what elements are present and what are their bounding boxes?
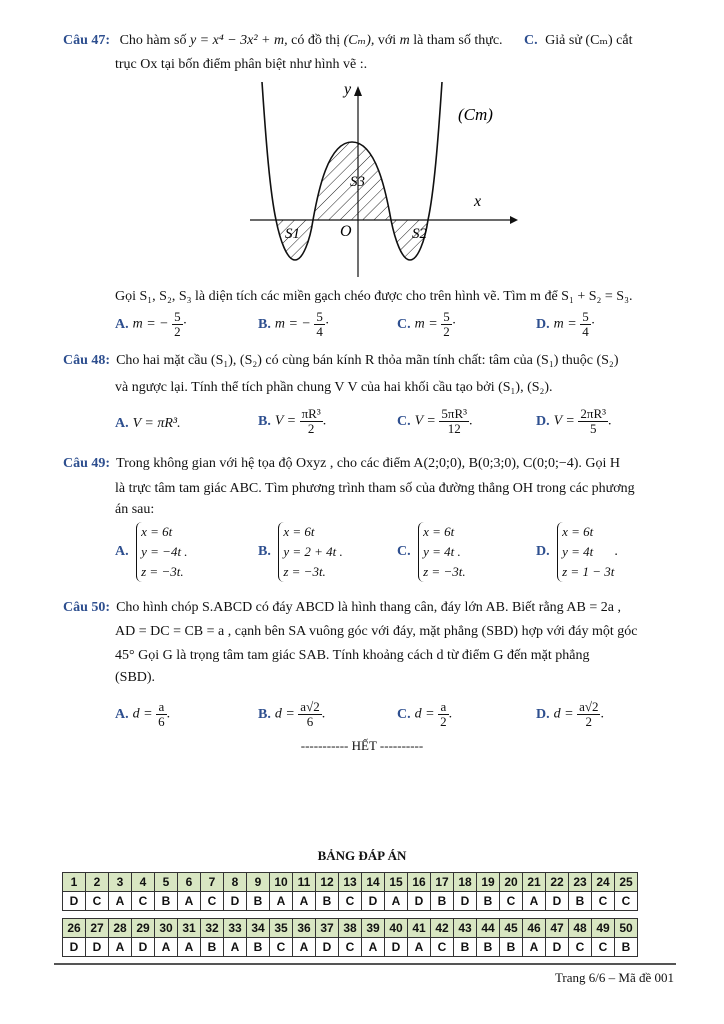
answer-number-cell: 5 [155,873,178,892]
answer-value-cell: D [385,938,408,957]
answer-number-cell: 24 [592,873,615,892]
q47-formula: y = x⁴ − 3x² + m, [189,33,288,48]
answer-number-cell: 42 [431,919,454,938]
answer-table-2 [62,918,638,957]
answer-number-cell: 26 [63,919,86,938]
answer-value-cell: D [63,892,86,911]
q48-option-b[interactable]: B. V = $\frac{\text{πR³}}{2}$ . [258,406,327,436]
answer-number-cell: 9 [247,873,270,892]
q47-graph-name: (Cₘ), [343,33,375,48]
answer-value-cell: D [132,938,155,957]
answer-value-cell: C [569,938,592,957]
q47-c-label: C. [524,33,538,48]
answer-number-cell: 38 [339,919,362,938]
q47-line2: trục Ox tại bốn điểm phân biệt như hình vẽ :. [115,57,368,72]
end-marker: ----------- HẾT ---------- [300,738,424,753]
answer-value-cell: A [178,892,201,911]
answer-value-cell: D [546,892,569,911]
answer-number-cell: 31 [178,919,201,938]
answer-number-cell: 21 [523,873,546,892]
q47-line1 [63,32,633,49]
q49-line3: án sau: [115,502,155,517]
answer-number-cell: 6 [178,873,201,892]
answer-value-cell: B [477,938,500,957]
answer-key-title: BẢNG ĐÁP ÁN [317,848,407,863]
answer-value-cell: D [408,892,431,911]
answer-number-cell: 11 [293,873,316,892]
answer-number-cell: 46 [523,919,546,938]
answer-number-cell: 7 [201,873,224,892]
answer-value-cell: A [270,892,293,911]
answer-number-cell: 43 [454,919,477,938]
s3-label: S3 [350,174,365,190]
answer-value-cell: C [132,892,155,911]
page-footer: Trang 6/6 – Mã đề 001 [554,970,674,985]
answer-value-cell: A [109,938,132,957]
answer-number-cell: 27 [86,919,109,938]
origin-label: O [340,223,352,240]
answer-number-cell: 30 [155,919,178,938]
answer-value-cell: D [224,892,247,911]
footer-divider [54,963,676,965]
answer-value-cell: B [500,938,523,957]
answer-value-cell: A [523,938,546,957]
answer-number-cell: 13 [339,873,362,892]
answer-number-cell: 16 [408,873,431,892]
answer-value-cell: C [201,892,224,911]
answer-value-cell: B [316,892,339,911]
answer-value-cell: A [293,892,316,911]
q47-option-b[interactable]: B. m = − $\frac{5}{4}$ · [258,309,330,339]
answer-number-cell: 18 [454,873,477,892]
answer-value-cell: A [155,938,178,957]
answer-number-cell: 23 [569,873,592,892]
q47-text-c: với [377,33,397,48]
answer-value-cell: A [523,892,546,911]
answer-number-cell: 1 [63,873,86,892]
q47-text-a: Cho hàm số [119,33,187,48]
q47-option-c[interactable]: C. m = $\frac{5}{2}$ · [397,309,457,339]
answer-value-cell: C [592,892,615,911]
q49-line2: là trực tâm tam giác ABC. Tìm phương trình tham số của đường thẳng OH trong các phương [115,481,635,496]
curve-label: (Cm) [458,105,493,124]
answer-value-cell: A [224,938,247,957]
answer-value-cell: B [431,892,454,911]
q47-text-d: là tham số thực. [413,33,503,48]
q48-line1: Câu 48: Cho hai mặt cầu (S₁), (S₂) có cùng bán kính R thỏa mãn tính chất: tâm của (S₁) thuộc (S₂) [63,353,619,368]
s1-label: S1 [285,226,300,242]
answer-number-cell: 4 [132,873,155,892]
answer-number-cell: 41 [408,919,431,938]
answer-number-cell: 12 [316,873,339,892]
answer-value-cell: C [270,938,293,957]
q47-label: Câu 47: [63,33,111,48]
answer-number-cell: 28 [109,919,132,938]
answer-value-cell: B [155,892,178,911]
answer-value-cell: D [316,938,339,957]
answer-value-cell: A [362,938,385,957]
answer-value-cell: A [109,892,132,911]
answer-value-cell: D [454,892,477,911]
answer-value-cell: B [477,892,500,911]
answer-value-cell: C [86,892,109,911]
answer-value-cell: C [592,938,615,957]
answer-value-cell: C [339,892,362,911]
answer-number-cell: 40 [385,919,408,938]
q48-line2: và ngược lại. Tính thể tích phần chung V V của hai khối cầu tạo bởi (S₁), (S₂). [115,380,553,395]
q47-question: Gọi S₁, S₂, S₃ là diện tích các miền gạch chéo được cho trên hình vẽ. Tìm m để S₁ + S₂ = S₃. [115,289,633,304]
answer-number-cell: 15 [385,873,408,892]
q50-option-b[interactable]: B. d = $\frac{a√2}{6}$ . [258,699,326,729]
answer-number-cell: 20 [500,873,523,892]
answer-number-cell: 47 [546,919,569,938]
answer-number-cell: 3 [109,873,132,892]
answer-number-cell: 36 [293,919,316,938]
answer-number-cell: 49 [592,919,615,938]
q49-option-d[interactable]: D. x = 6t y = 4t z = 1 − 3t. [536,522,618,582]
q49-label: Câu 49: [63,456,111,471]
y-axis-arrow [354,86,362,96]
answer-number-cell: 32 [201,919,224,938]
q49-option-c[interactable]: C. x = 6t y = 4t . z = −3t. [397,522,466,582]
answer-number-cell: 2 [86,873,109,892]
q50-option-a[interactable]: A. d = $\frac{a}{6}$ . [115,699,171,729]
answer-number-cell: 45 [500,919,523,938]
answer-number-cell: 10 [270,873,293,892]
answer-value-cell: B [247,938,270,957]
answer-table-1 [62,872,638,911]
answer-number-cell: 48 [569,919,592,938]
answer-value-cell: B [454,938,477,957]
answer-value-cell: D [362,892,385,911]
answer-number-cell: 37 [316,919,339,938]
q49-option-b[interactable]: B. x = 6t y = 2 + 4t . z = −3t. [258,522,343,582]
q50-option-c[interactable]: C. d = $\frac{a}{2}$ . [397,699,453,729]
x-axis-label: x [474,193,482,210]
answer-value-cell: C [615,892,638,911]
answer-number-cell: 39 [362,919,385,938]
answer-number-cell: 19 [477,873,500,892]
answer-value-cell: C [431,938,454,957]
q50-line4: (SBD). [115,670,156,685]
answer-value-cell: A [385,892,408,911]
answer-number-cell: 29 [132,919,155,938]
y-axis-label: y [344,82,352,98]
q47-option-a[interactable]: A. m = − $\frac{5}{2}$ · [115,309,188,339]
answer-number-cell: 25 [615,873,638,892]
answer-number-cell: 14 [362,873,385,892]
q49-option-a[interactable]: A. x = 6t y = −4t . z = −3t. [115,522,188,582]
answer-number-cell: 8 [224,873,247,892]
q50-option-d[interactable]: D. d = $\frac{a√2}{2}$ . [536,699,604,729]
answer-value-cell: B [569,892,592,911]
q50-line3: 45° Gọi G là trọng tâm tam giác SAB. Tính khoảng cách d từ điểm G đến mặt phẳng [115,648,590,663]
answer-value-cell: B [201,938,224,957]
answer-value-cell: C [500,892,523,911]
answer-value-cell: A [293,938,316,957]
answer-number-cell: 50 [615,919,638,938]
s2-label: S2 [412,226,427,242]
answer-value-cell: B [615,938,638,957]
answer-value-cell: D [86,938,109,957]
answer-number-cell: 35 [270,919,293,938]
answer-number-cell: 34 [247,919,270,938]
answer-number-cell: 33 [224,919,247,938]
q47-text-e: Giả sử (Cₘ) cắt [545,33,633,48]
q48-option-c[interactable]: C. V = $\frac{\text{5πR³}}{12}$ . [397,406,473,436]
q50-line1: Câu 50: Cho hình chóp S.ABCD có đáy ABCD là hình thang cân, đáy lớn AB. Biết rằng AB = 2a , [63,600,621,615]
q48-option-a[interactable]: A. V = πR³. [115,416,181,431]
q47-text-b: có đồ thị [291,33,341,48]
q50-line2: AD = DC = CB = a , cạnh bên SA vuông góc với đáy, mặt phẳng (SBD) hợp với đáy một góc [115,624,638,639]
answer-value-cell: A [178,938,201,957]
q48-option-d[interactable]: D. V = $\frac{\text{2πR³}}{5}$ . [536,406,612,436]
answer-number-cell: 22 [546,873,569,892]
q48-label: Câu 48: [63,353,111,368]
q47-graph-figure [240,82,520,282]
answer-value-cell: D [546,938,569,957]
answer-value-cell: D [63,938,86,957]
answer-number-cell: 44 [477,919,500,938]
q49-line1: Câu 49: Trong không gian với hệ tọa độ Oxyz , cho các điểm A(2;0;0), B(0;3;0), C(0;0;−4). Gọi H [63,456,621,471]
answer-value-cell: A [408,938,431,957]
x-axis-arrow [510,216,518,224]
answer-value-cell: C [339,938,362,957]
q47-option-d[interactable]: D. m = $\frac{5}{4}$ · [536,309,596,339]
q50-label: Câu 50: [63,600,111,615]
q47-m-var: m [399,33,410,48]
answer-value-cell: B [247,892,270,911]
answer-number-cell: 17 [431,873,454,892]
